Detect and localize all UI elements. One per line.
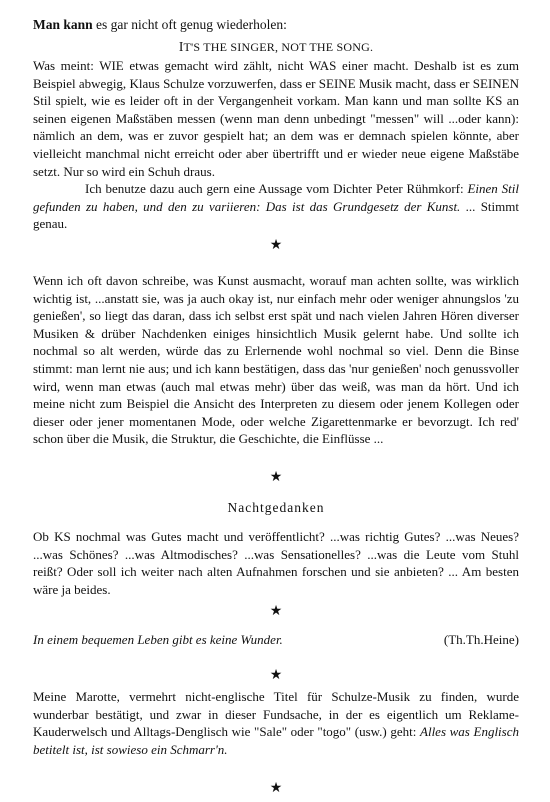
star-separator-3: ★: [269, 604, 283, 619]
paragraph-2-outro: ... Stimmt genau.: [33, 198, 519, 232]
star-separator-4: ★: [269, 668, 283, 683]
star-separator-5: ★: [269, 781, 283, 796]
heine-quote: In einem bequemen Leben gibt es keine Wunder.: [33, 632, 283, 647]
singer-quote: [33, 39, 519, 55]
paragraph-3: Wenn ich oft davon schreibe, was Kunst ausmacht, worauf man achten sollte, was wirklich wichtig ist, ...anstatt sie, was ja auch okay ist, nur einfach mehr oder weniger ahnungslos 'zu genießen', so liegt das daran, dass ich selbst erst spät und nach vielen Jahren Hören diverser Musiken & drüber Nachdenken einiges hinsichtlich Musik gelernt habe. Und sollte ich nochmal so alt werden, würde das zu Erlernende wohl nochmal so viel. Denn die Binse stimmt: man lernt nie aus; und ich kann bestätigen, dass das 'nur genießen' noch genussvoller wird, wenn man etwas (auch mal etwas mehr) über das weiß, was man da hört. Und ich meine nicht zum Beispiel die Ansicht des Interpreten zu diesem oder jenem Kollegen oder dieser oder jener momentanen Mode, oder welche Zigarettenmarke er bevorzugt. Ich red' schon über die Musik, die Struktur, die Geschichte, die Einflüsse ...: [33, 273, 519, 447]
paragraph-5: [33, 688, 519, 758]
star-separator-1: ★: [269, 238, 283, 253]
opening-rest: es gar nicht oft genug wiederholen:: [92, 17, 287, 32]
section-heading: Nachtgedanken: [227, 500, 325, 515]
paragraph-5-text: Meine Marotte, vermehrt nicht-englische Titel für Schulze-Musik zu finden, wurde wunderbar bestätigt, und zwar in dieser Fundsache, in der es eigentlich um Reklame-Kauderwelsch und Alltags-Denglisch wie "Sale" oder "togo" (usw.) geht:: [33, 689, 519, 740]
ruehmkorf-quote: Einen Stil gefunden zu haben, und den zu variieren: Das ist das Grundgesetz der Kunst.: [33, 181, 519, 214]
singer-quote-initial: I: [178, 39, 184, 54]
opening-bold: Man kann: [33, 17, 93, 32]
opening-line: [33, 16, 519, 34]
paragraph-5-quote: Alles was Englisch betitelt ist, ist sowieso ein Schmarr'n.: [33, 724, 519, 757]
heine-quote-line: [33, 632, 519, 650]
paragraph-2: [33, 180, 519, 233]
star-separator-2: ★: [269, 470, 283, 485]
heine-author: (Th.Th.Heine): [443, 632, 519, 647]
paragraph-4: Ob KS nochmal was Gutes macht und veröffentlicht? ...was richtig Gutes? ...was Neues? ...was Schönes? ...was Altmodisches? ...was Sensationelles? ...was die Leute vom Stuhl reißt? Oder soll ich weiter nach alten Aufnahmen forschen und sie anbieten? ... Am besten wäre ja beides.: [33, 529, 519, 597]
paragraph-1: Was meint: WIE etwas gemacht wird zählt, nicht WAS einer macht. Deshalb ist es zum Beispiel abwegig, Klaus Schulze vorzuwerfen, dass er SEINE Musik macht, dass er SEINEN Stil spielt, wie es leider oft in der Vergangenheit vorkam. Man kann und man sollte KS an seinen eigenen Maßstäben messen (wenn man denn unbedingt "messen" will ...oder kann): nämlich an dem, was er zuvor gespielt hat; an dem was er demnach spielen könnte, aber vielleicht manchmal nicht erreicht oder aber übertrifft und er wieder neue eigene Maßstäbe setzt. Nur so wird ein Schuh draus.: [33, 58, 519, 179]
paragraph-2-intro: Ich benutze dazu auch gern eine Aussage vom Dichter Peter Rühmkorf:: [85, 181, 468, 196]
singer-quote-rest: T'S THE SINGER, NOT THE SONG.: [183, 40, 374, 54]
